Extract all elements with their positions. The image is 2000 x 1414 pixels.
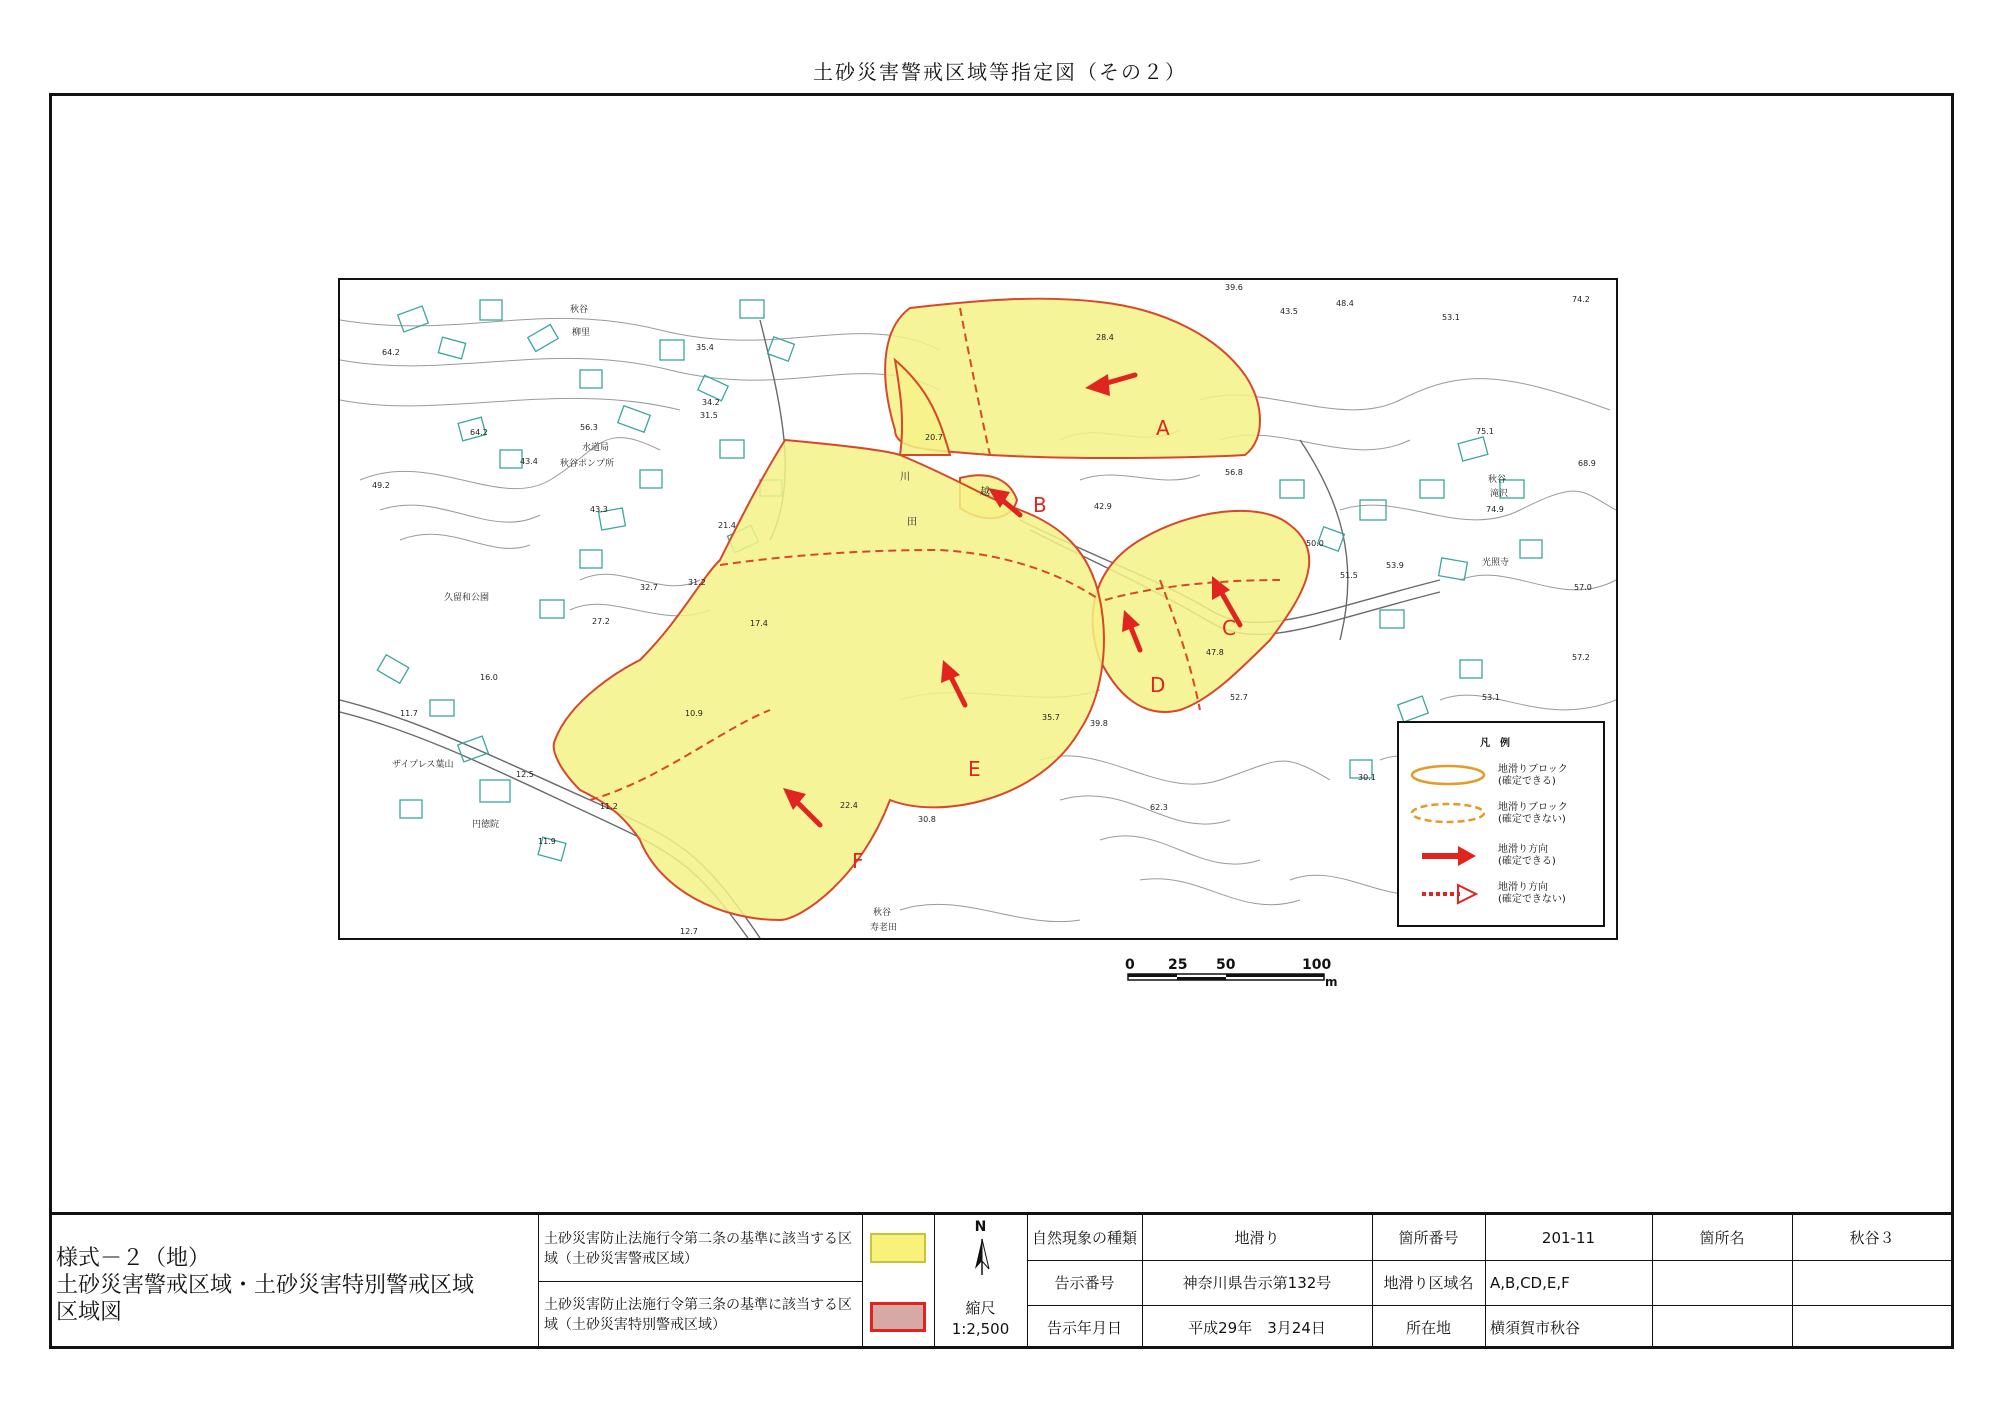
elevation-label: 49.2 (372, 481, 390, 490)
elevation-label: 68.9 (1578, 459, 1596, 468)
elevation-label: 56.8 (1225, 468, 1243, 477)
zone-ef (554, 440, 1104, 920)
elevation-label: 28.4 (1096, 333, 1114, 342)
phenomenon-label: 自然現象の種類 (1031, 1228, 1137, 1247)
north-label: N (974, 1219, 987, 1235)
legend-item-label: 地滑り方向 (1498, 882, 1548, 893)
area2-description: 土砂災害防止法施行令第三条の基準に該当する区域（土砂災害特別警戒区域） (544, 1297, 852, 1333)
river-char: 田 (907, 517, 917, 528)
elevation-label: 12.7 (680, 927, 698, 936)
notice-date-value: 平成29年 3月24日 (1188, 1318, 1326, 1337)
elevation-label: 11.7 (400, 709, 418, 718)
elevation-label: 27.2 (592, 617, 610, 626)
site-no-label: 箇所番号 (1398, 1229, 1459, 1247)
elevation-label: 11.2 (600, 802, 618, 811)
elevation-label: 43.4 (520, 457, 538, 466)
scale-tick: 50 (1216, 957, 1236, 973)
scale-bar (1120, 955, 1350, 995)
site-name-value: 秋谷３ (1849, 1229, 1895, 1247)
legend-item-sub: (確定できる) (1498, 776, 1556, 787)
elevation-label: 53.1 (1482, 693, 1500, 702)
elevation-label: 74.2 (1572, 295, 1590, 304)
place-label: 滝沢 (1490, 489, 1509, 499)
page-title: 土砂災害警戒区域等指定図（その２） (813, 60, 1187, 84)
place-label: 秋谷 (570, 305, 589, 315)
elevation-label: 42.9 (1094, 502, 1112, 511)
block-label-d: D (1150, 673, 1166, 697)
legend-title: 凡 例 (1480, 738, 1510, 749)
elevation-label: 57.2 (1572, 653, 1590, 662)
location-value: 横須賀市秋谷 (1490, 1318, 1581, 1337)
place-label: 久留和公園 (444, 593, 490, 603)
block-label-c: C (1222, 616, 1236, 640)
elevation-label: 39.6 (1225, 283, 1243, 292)
legend-item-sub: (確定できない) (1498, 814, 1566, 825)
legend-item-label: 地滑り方向 (1498, 844, 1548, 855)
elevation-label: 11.9 (538, 837, 556, 846)
elevation-label: 56.3 (580, 423, 598, 432)
elevation-label: 43.5 (1280, 307, 1298, 316)
elevation-label: 74.9 (1486, 505, 1504, 514)
elevation-label: 51.5 (1340, 571, 1358, 580)
place-label: 円徳院 (472, 820, 500, 830)
site-name-label: 箇所名 (1699, 1229, 1745, 1247)
elevation-label: 62.3 (1150, 803, 1168, 812)
warning-zone-swatch (870, 1233, 926, 1263)
place-label: 秋谷ポンプ所 (560, 459, 615, 469)
place-label: 柳里 (572, 328, 591, 338)
scale-tick: 0 (1125, 957, 1135, 973)
map-area (338, 278, 1618, 940)
scale-label: 縮尺 (965, 1298, 996, 1317)
info-table (49, 1212, 1954, 1349)
notice-no-label: 告示番号 (1054, 1274, 1115, 1292)
scale-value: 1:2,500 (951, 1320, 1010, 1338)
elevation-label: 64.2 (382, 348, 400, 357)
elevation-label: 31.5 (700, 411, 718, 420)
form-title-block (52, 1245, 538, 1326)
landslide-area-value: A,B,CD,E,F (1490, 1273, 1570, 1292)
elevation-label: 43.3 (590, 505, 608, 514)
elevation-label: 30.8 (918, 815, 936, 824)
legend-item-sub: (確定できない) (1498, 894, 1566, 905)
elevation-label: 75.1 (1476, 427, 1494, 436)
notice-no-value: 神奈川県告示第132号 (1182, 1274, 1332, 1292)
location-label: 所在地 (1405, 1318, 1451, 1337)
place-label: 光照寺 (1482, 558, 1510, 568)
elevation-label: 35.4 (696, 343, 714, 352)
elevation-label: 53.9 (1386, 561, 1404, 570)
elevation-label: 47.8 (1206, 648, 1224, 657)
river-char: 越 (980, 487, 990, 498)
elevation-label: 10.9 (685, 709, 703, 718)
elevation-label: 35.7 (1042, 713, 1060, 722)
north-arrow-icon (967, 1237, 997, 1277)
legend-item-label: 地滑りブロック (1498, 802, 1568, 813)
elevation-label: 53.1 (1442, 313, 1460, 322)
river-char: 川 (900, 472, 910, 483)
place-label: 秋谷 (873, 908, 892, 918)
elevation-label: 39.8 (1090, 719, 1108, 728)
scale-unit: m (1325, 975, 1338, 989)
legend-item-label: 地滑りブロック (1498, 764, 1568, 775)
form-subtitle-2: 区域図 (56, 1300, 123, 1325)
elevation-label: 22.4 (840, 801, 858, 810)
place-label: ザイプレス葉山 (392, 760, 454, 770)
elevation-label: 34.2 (702, 398, 720, 407)
block-label-b: B (1033, 493, 1047, 517)
elevation-label: 12.5 (516, 770, 534, 779)
map-canvas (340, 280, 1616, 938)
scale-tick: 25 (1168, 957, 1188, 973)
map-legend (1398, 722, 1604, 926)
elevation-label: 57.0 (1574, 583, 1592, 592)
legend-item-sub: (確定できる) (1498, 856, 1556, 867)
elevation-label: 17.4 (750, 619, 768, 628)
place-label: 秋谷 (1488, 475, 1507, 485)
phenomenon-value: 地滑り (1234, 1229, 1280, 1247)
special-warning-zone-swatch (870, 1302, 926, 1332)
elevation-label: 30.1 (1358, 773, 1376, 782)
elevation-label: 52.7 (1230, 693, 1248, 702)
form-subtitle: 土砂災害警戒区域・土砂災害特別警戒区域 (56, 1273, 475, 1298)
scale-tick: 100 (1302, 957, 1332, 973)
elevation-label: 16.0 (480, 673, 498, 682)
elevation-label: 31.2 (688, 578, 706, 587)
notice-date-label: 告示年月日 (1046, 1318, 1122, 1337)
site-no-value: 201-11 (1541, 1228, 1596, 1247)
area1-description: 土砂災害防止法施行令第二条の基準に該当する区域（土砂災害警戒区域） (544, 1231, 852, 1267)
elevation-label: 20.7 (925, 433, 943, 442)
place-label: 水道局 (582, 443, 610, 453)
place-label: 寿老田 (870, 923, 898, 933)
elevation-label: 48.4 (1336, 299, 1354, 308)
elevation-label: 21.4 (718, 521, 736, 530)
elevation-label: 32.7 (640, 583, 658, 592)
elevation-label: 50.0 (1306, 539, 1324, 548)
elevation-label: 64.2 (470, 428, 488, 437)
form-title: 様式－２（地） (56, 1246, 211, 1271)
landslide-area-label: 地滑り区域名 (1383, 1274, 1474, 1292)
block-label-a: A (1156, 416, 1170, 440)
block-label-e: E (968, 757, 981, 781)
block-label-f: F (852, 849, 864, 873)
